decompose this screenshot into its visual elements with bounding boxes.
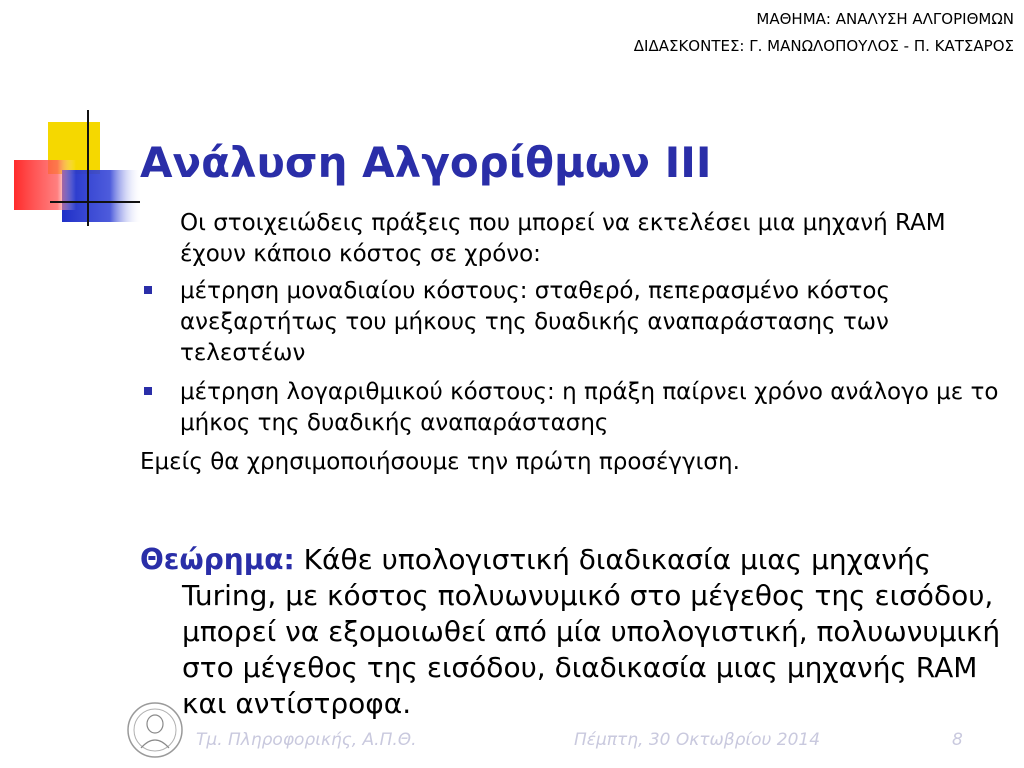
list-item [140,377,1010,439]
theorem-text: Κάθε υπολογιστική διαδικασία μιας μηχανής Turing, με κόστος πολυωνυμικό στο μέγεθος της εισόδου, μπορεί να εξομοιωθεί από μία υπολογιστική, πολυωνυμική στο μέγεθος της εισόδου, διαδικασία μιας μηχανής RAM και αντίστροφα. [182,543,1001,720]
list-item [140,276,1010,369]
bullet-icon [144,286,152,294]
bullet-text: μέτρηση μοναδιαίου κόστους: σταθερό, πεπερασμένο κόστος ανεξαρτήτως του μήκους της δυαδικής αναπαράστασης των τελεστέων [180,278,890,366]
footer-department: Τμ. Πληροφορικής, Α.Π.Θ. [196,730,417,750]
page-number: 8 [952,730,963,750]
slide-title: Ανάλυση Αλγορίθμων ΙΙΙ [140,138,712,187]
theorem-paragraph [140,542,1010,722]
bullet-icon [144,387,152,395]
bullet-text: μέτρηση λογαριθμικού κόστους: η πράξη παίρνει χρόνο ανάλογο με το μήκος της δυαδικής αναπαράστασης [180,379,999,436]
decorative-squares [0,0,140,240]
intro-paragraph: Οι στοιχειώδεις πράξεις που μπορεί να εκτελέσει μια μηχανή RAM έχουν κάποιο κόστος σε χρόνο: [180,210,946,267]
footer-date: Πέμπτη, 30 Οκτωβρίου 2014 [574,730,821,750]
slide-footer [0,730,1024,760]
teachers-line: ΔΙΔΑΣΚΟΝΤΕΣ: Γ. ΜΑΝΩΛΟΠΟΥΛΟΣ - Π. ΚΑΤΣΑΡΟΣ [633,37,1014,55]
theorem-label: Θεώρημα: [140,543,295,576]
slide-header [634,6,1014,60]
conclusion-paragraph: Εμείς θα χρησιμοποιήσουμε την πρώτη προσέγγιση. [140,449,740,475]
slide-body [140,208,1010,484]
course-name: ΜΑΘΗΜΑ: ΑΝΑΛΥΣΗ ΑΛΓΟΡΙΘΜΩΝ [756,10,1014,28]
